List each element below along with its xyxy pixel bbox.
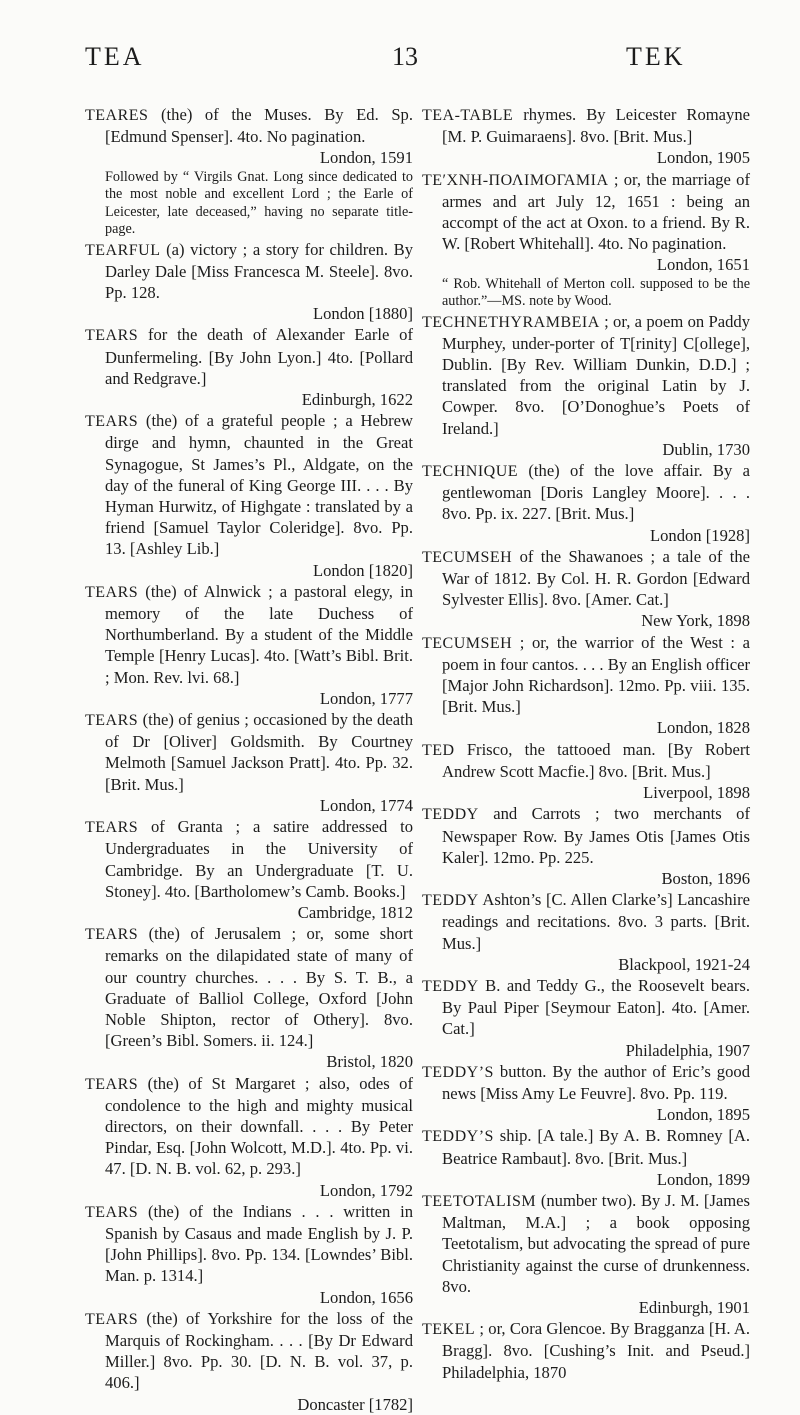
entry-imprint: London, 1792 — [319, 1180, 413, 1200]
entry-text: B. and Teddy G., the Roosevelt bears. By Paul Piper [Seymour Eaton]. 4to. [Amer. Cat.] — [442, 975, 750, 1039]
entry-headword: TEDDY’S — [422, 1063, 494, 1081]
entry-headword: TEDDY — [422, 977, 479, 995]
entry-imprint: Philadelphia, 1907 — [625, 1040, 750, 1060]
entry-text: (number two). By J. M. [James Maltman, M.A.] ; a book opposing Teetotalism, but advocating the spread of pure Christianity against the curse of drunkenness. 8vo. — [442, 1190, 750, 1296]
entry-imprint: London, 1656 — [319, 1287, 413, 1307]
entry-imprint: Doncaster [1782] — [297, 1394, 413, 1414]
entry-headword: TEDDY’S — [422, 1128, 494, 1146]
entry-headword: TEARS — [85, 926, 139, 944]
entry-imprint: London, 1828 — [656, 718, 750, 738]
entry-text: rhymes. By Leicester Romayne [M. P. Guimaraens]. 8vo. [Brit. Mus.] — [442, 105, 750, 147]
bibliography-entry — [85, 324, 413, 410]
entry-headword: TEA-TABLE — [422, 107, 514, 124]
bibliography-entry — [85, 239, 413, 325]
entry-headword: TEARS — [85, 819, 139, 837]
entry-text: ; or, the warrior of the West : a poem in four cantos. . . . By an English officer [Major John Richardson]. 12mo. Pp. viii. 135. [Brit. Mus.] — [442, 632, 750, 717]
entry-text: (the) of St Margaret ; also, odes of condolence to the high and mighty musical directors, on their downfall. . . . By Peter Pindar, Esq. [John Wolcott, M.D.]. 4to. Pp. vi. 47. [D. N. B. vol. 62, p. 293.] — [105, 1073, 413, 1179]
entry-headword: TEARS — [85, 1310, 139, 1328]
entry-headword: TEKEL — [422, 1321, 476, 1339]
entry-headword: TECUMSEH — [422, 548, 513, 566]
right-column — [422, 104, 750, 1383]
entry-text: for the death of Alexander Earle of Dunfermeling. [By John Lyon.] 4to. [Pollard and Redgrave.] — [105, 325, 413, 388]
bibliography-entry — [422, 632, 750, 739]
entry-text: (the) of the Indians . . . written in Spanish by Casaus and made English by J. P. [John Phillips]. 8vo. Pp. 134. [Lowndes’ Bibl. Man. p. 1314.] — [105, 1201, 413, 1286]
entry-text: (the) of a grateful people ; a Hebrew dirge and hymn, chaunted in the Great Synagogue, St James’s Pl., Aldgate, on the day of the funeral of King George III. . . . By Hyman Hurwitz, of Highgate : translated by a friend [Samuel Taylor Coleridge]. 8vo. Pp. 13. [Ashley Lib.] — [105, 411, 413, 559]
entry-imprint: New York, 1898 — [641, 611, 750, 631]
entry-headword: TEDDY — [422, 806, 479, 824]
bibliography-entry — [422, 803, 750, 889]
entry-imprint: Edinburgh, 1622 — [301, 390, 413, 410]
bibliography-entry — [85, 923, 413, 1072]
entry-imprint: London [1820] — [312, 560, 413, 580]
entry-text: ; or, the marriage of armes and art July 12, 1651 : being an accompt of the act at Oxon. to a friend. By R. W. [Robert Whitehall]. 4to. No pagination. — [442, 169, 750, 254]
entry-note: “ Rob. Whitehall of Merton coll. supposed to be the author.”—MS. note by Wood. — [442, 275, 750, 310]
bibliography-entry — [85, 1201, 413, 1308]
entry-text: Ashton’s [C. Allen Clarke’s] Lancashire readings and recitations. 8vo. 3 parts. [Brit. Mus.] — [442, 890, 750, 953]
entry-text: (the) of the love affair. By a gentlewoman [Doris Langley Moore]. . . . 8vo. Pp. ix. 227. [Brit. Mus.] — [442, 461, 750, 524]
entry-headword: TEETOTALISM — [422, 1192, 537, 1210]
entry-imprint: London, 1895 — [656, 1105, 750, 1125]
entry-imprint: London, 1899 — [656, 1169, 750, 1189]
entry-imprint: Edinburgh, 1901 — [638, 1297, 750, 1317]
entry-headword: TEARS — [85, 583, 139, 601]
entry-text: (the) of Jerusalem ; or, some short remarks on the dilapidated state of many of our country churches. . . . By S. T. B., a Graduate of Balliol College, Oxford [John Noble Shipton, rector of Othery]. 8vo. [Green’s Bibl. Somers. ii. 124.] — [105, 924, 413, 1051]
bibliography-entry — [85, 581, 413, 709]
bibliography-entry — [85, 709, 413, 816]
bibliography-entry — [422, 460, 750, 546]
left-column — [85, 104, 413, 1415]
entry-note: Followed by “ Virgils Gnat. Long since dedicated to the most noble and excellent Lord ; the Earle of Leicester, late deceased,” having no separate title-page. — [105, 168, 413, 238]
entry-imprint: Blackpool, 1921-24 — [618, 954, 750, 974]
entry-text: of the Shawanoes ; a tale of the War of 1812. By Col. H. R. Gordon [Edward Sylvester Ellis]. 8vo. [Amer. Cat.] — [442, 546, 750, 610]
bibliography-entry — [85, 104, 413, 239]
entry-headword: TEARS — [85, 1075, 139, 1093]
entry-headword: TEARS — [85, 327, 139, 345]
entry-imprint: Dublin, 1730 — [662, 439, 750, 459]
bibliography-entry — [422, 975, 750, 1061]
bibliography-entry — [422, 311, 750, 460]
bibliography-entry — [422, 889, 750, 975]
entry-imprint: Bristol, 1820 — [326, 1052, 413, 1072]
entry-headword: TE′XNH-ΠΟΛΙΜΟΓΑΜΙΑ — [422, 171, 609, 189]
entry-headword: TEARS — [85, 712, 139, 730]
entry-text: (a) victory ; a story for children. By Darley Dale [Miss Francesca M. Steele]. 8vo. Pp. 128. — [105, 239, 413, 303]
header-left-catchword: TEA — [85, 42, 145, 71]
bibliography-entry — [85, 1308, 413, 1415]
entry-imprint: London, 1651 — [656, 255, 750, 275]
entry-headword: TEARFUL — [85, 241, 161, 259]
entry-imprint: London, 1774 — [319, 795, 413, 815]
entry-headword: TEARS — [85, 413, 139, 431]
bibliography-entry — [85, 1073, 413, 1201]
entry-imprint: Cambridge, 1812 — [297, 902, 413, 922]
entry-text: (the) of Yorkshire for the loss of the Marquis of Rockingham. . . . [By Dr Edward Miller.] 8vo. Pp. 30. [D. N. B. vol. 37, p. 406.] — [105, 1308, 413, 1393]
entry-headword: TEARS — [85, 1203, 139, 1221]
entry-headword: TEARES — [85, 107, 149, 124]
entry-text: of Granta ; a satire addressed to Undergraduates in the University of Cambridge. By an Undergraduate [T. U. Stoney]. 4to. [Bartholomew’s Camb. Books.] — [105, 817, 413, 901]
entry-imprint: London [1928] — [649, 525, 750, 545]
entry-text: ; or, a poem on Paddy Murphey, under-porter of T[rinity] C[ollege], Dublin. [By Rev. William Dunkin, D.D.] ; translated from the original Latin by J. Cowper. 8vo. [O’Donoghue’s Poets of Ireland.] — [442, 311, 750, 438]
bibliography-entry — [422, 104, 750, 169]
entry-imprint: London, 1777 — [319, 688, 413, 708]
entry-text: ; or, Cora Glencoe. By Bragganza [H. A. Bragg]. 8vo. [Cushing’s Init. and Pseud.] Philadelphia, 1870 — [442, 1319, 750, 1382]
bibliography-entry — [422, 546, 750, 632]
bibliography-entry — [422, 169, 750, 311]
entry-text: ship. [A tale.] By A. B. Romney [A. Beatrice Rambaut]. 8vo. [Brit. Mus.] — [442, 1126, 750, 1168]
entry-imprint: Liverpool, 1898 — [643, 783, 750, 803]
entry-imprint: London, 1905 — [656, 148, 750, 168]
page-number: 13 — [392, 42, 418, 71]
entry-text: and Carrots ; two merchants of Newspaper Row. By James Otis [James Otis Kaler]. 12mo. Pp. 225. — [442, 804, 750, 867]
entry-text: Frisco, the tattooed man. [By Robert Andrew Scott Macfie.] 8vo. [Brit. Mus.] — [442, 739, 750, 781]
entry-headword: TECHNETHYRAMBEIA — [422, 313, 600, 331]
bibliography-entry — [85, 816, 413, 923]
bibliography-entry — [422, 1125, 750, 1190]
header-right-catchword: TEK — [626, 42, 686, 71]
entry-headword: TECHNIQUE — [422, 463, 519, 481]
bibliography-entry — [422, 1318, 750, 1383]
bibliography-entry — [85, 410, 413, 581]
running-header — [0, 42, 800, 82]
entry-imprint: Boston, 1896 — [661, 868, 750, 888]
entry-headword: TEDDY — [422, 892, 479, 910]
bibliography-entry — [422, 739, 750, 804]
entry-imprint: London, 1591 — [319, 148, 413, 168]
entry-text: (the) of Alnwick ; a pastoral elegy, in memory of the late Duchess of Northumberland. By a student of the Middle Temple [Henry Lucas]. 4to. [Watt’s Bibl. Brit. ; Mon. Rev. lvi. 68.] — [105, 581, 413, 687]
entry-text: (the) of the Muses. By Ed. Sp. [Edmund Spenser]. 4to. No pagination. — [105, 105, 413, 147]
bibliography-entry — [422, 1061, 750, 1126]
entry-text: (the) of genius ; occasioned by the death of Dr [Oliver] Goldsmith. By Courtney Melmoth [Samuel Jackson Pratt]. 4to. Pp. 32. [Brit. Mus.] — [105, 710, 413, 794]
bibliography-entry — [422, 1190, 750, 1318]
entry-imprint: London [1880] — [312, 304, 413, 324]
entry-headword: TED — [422, 741, 455, 759]
entry-text: button. By the author of Eric’s good news [Miss Amy Le Feuvre]. 8vo. Pp. 119. — [442, 1061, 750, 1103]
entry-headword: TECUMSEH — [422, 634, 513, 652]
